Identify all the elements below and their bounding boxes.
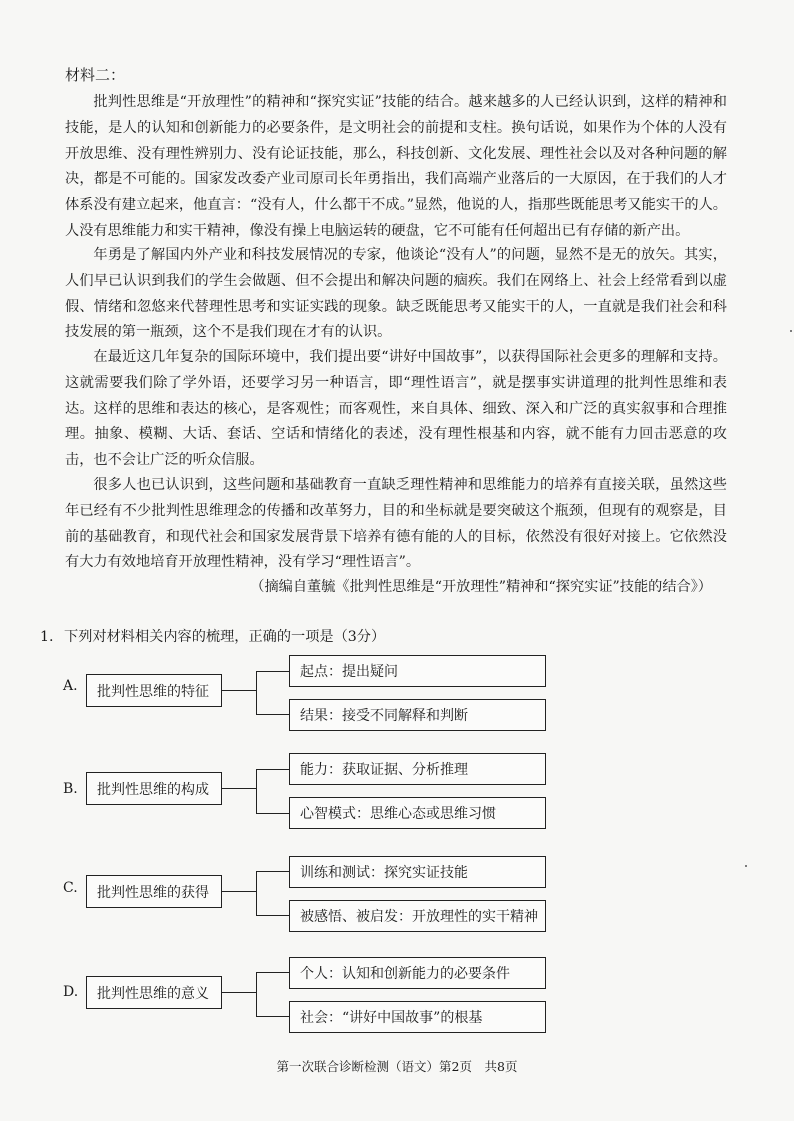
paragraph-4: 很多人也已认识到，这些问题和基础教育一直缺乏理性精神和思维能力的培养有直接关联，虽然这些年已经有不少批判性思维理念的传播和改革努力，目的和坐标就是要突破这个瓶颈，但现有的观察是，目前的基础教育，和现代社会和国家发展背景下培养有德有能的人的目标，依然没有很好对接上。它依然没有大力有效地培育开放理性精神，没有学习“理性语言”。 <box>65 477 727 571</box>
connector-line <box>222 690 256 691</box>
option-bottom-box: 心智模式：思维心态或思维习惯 <box>289 797 546 829</box>
material-heading: 材料二： <box>65 66 126 84</box>
bracket-line <box>256 769 257 813</box>
option-bottom-box: 结果：接受不同解释和判断 <box>289 699 546 731</box>
source-citation: （摘编自董毓《批判性思维是“开放理性”精神和“探究实证”技能的结合》） <box>250 579 712 595</box>
branch-line <box>256 813 290 814</box>
option-top-box: 训练和测试：探究实证技能 <box>289 856 546 888</box>
connector-line <box>222 891 256 892</box>
option-letter: D. <box>63 984 79 1000</box>
option-letter: A. <box>63 678 78 694</box>
option-main-box: 批判性思维的构成 <box>86 772 222 805</box>
option-top-box: 起点：提出疑问 <box>289 655 546 687</box>
paragraph-1: 批判性思维是“开放理性”的精神和“探究实证”技能的结合。越来越多的人已经认识到，这样的精神和技能，是人的认知和创新能力的必要条件，是文明社会的前提和支柱。换句话说，如果作为个体的人没有开放思维、没有理性辨别力、没有论证技能，那么，科技创新、文化发展、理性社会以及对各种问题的解决，都是不可能的。国家发改委产业司原司长年勇指出，我们高端产业落后的一大原因，在于我们的人才体系没有建立起来，他直言：“没有人，什么都干不成。”显然，他说的人，指那些既能思考又能实干的人。人没有思维能力和实干精神，像没有操上电脑运转的硬盘，它不可能有任何超出已有存储的新产出。 <box>65 94 727 239</box>
page-footer: 第一次联合诊断检测（语文）第2页 共8页 <box>276 1059 518 1074</box>
option-main-box: 批判性思维的获得 <box>86 875 222 908</box>
option-bottom-box: 被感悟、被启发：开放理性的实干精神 <box>289 900 546 932</box>
question-number: 1. <box>40 629 54 645</box>
scan-speck <box>745 865 747 867</box>
option-letter: C. <box>63 880 78 896</box>
option-top-box: 能力：获取证据、分析推理 <box>289 753 546 785</box>
connector-line <box>222 992 256 993</box>
question-text: 下列对材料相关内容的梳理，正确的一项是（3分） <box>64 629 386 645</box>
branch-line <box>256 714 290 715</box>
branch-line <box>256 871 290 872</box>
branch-line <box>256 1016 290 1017</box>
bracket-line <box>256 871 257 915</box>
scan-speck <box>790 330 792 332</box>
branch-line <box>256 671 290 672</box>
bracket-line <box>256 972 257 1016</box>
branch-line <box>256 769 290 770</box>
branch-line <box>256 972 290 973</box>
bracket-line <box>256 671 257 714</box>
option-bottom-box: 社会：“讲好中国故事”的根基 <box>289 1001 546 1033</box>
connector-line <box>222 788 256 789</box>
paragraph-2: 年勇是了解国内外产业和科技发展情况的专家，他谈论“没有人”的问题，显然不是无的放矢。其实，人们早已认识到我们的学生会做题、但不会提出和解决问题的痼疾。我们在网络上、社会上经常看到以虚假、情绪和忽悠来代替理性思考和实证实践的现象。缺乏既能思考又能实干的人，一直就是我们社会和科技发展的第一瓶颈，这个不是我们现在才有的认识。 <box>65 247 727 341</box>
question-stem <box>40 626 385 646</box>
option-main-box: 批判性思维的特征 <box>86 674 222 707</box>
branch-line <box>256 915 290 916</box>
option-letter: B. <box>63 781 78 797</box>
option-main-box: 批判性思维的意义 <box>86 976 222 1009</box>
option-top-box: 个人：认知和创新能力的必要条件 <box>289 957 546 989</box>
paragraph-3: 在最近这几年复杂的国际环境中，我们提出要“讲好中国故事”，以获得国际社会更多的理解和支持。这就需要我们除了学外语，还要学习另一种语言，即“理性语言”，就是摆事实讲道理的批判性思维和表达。这样的思维和表达的核心，是客观性；而客观性，来自具体、细致、深入和广泛的真实叙事和合理推理。抽象、模糊、大话、套话、空话和情绪化的表述，没有理性根基和内容，就不能有力回击恶意的攻击，也不会让广泛的听众信服。 <box>65 349 727 469</box>
